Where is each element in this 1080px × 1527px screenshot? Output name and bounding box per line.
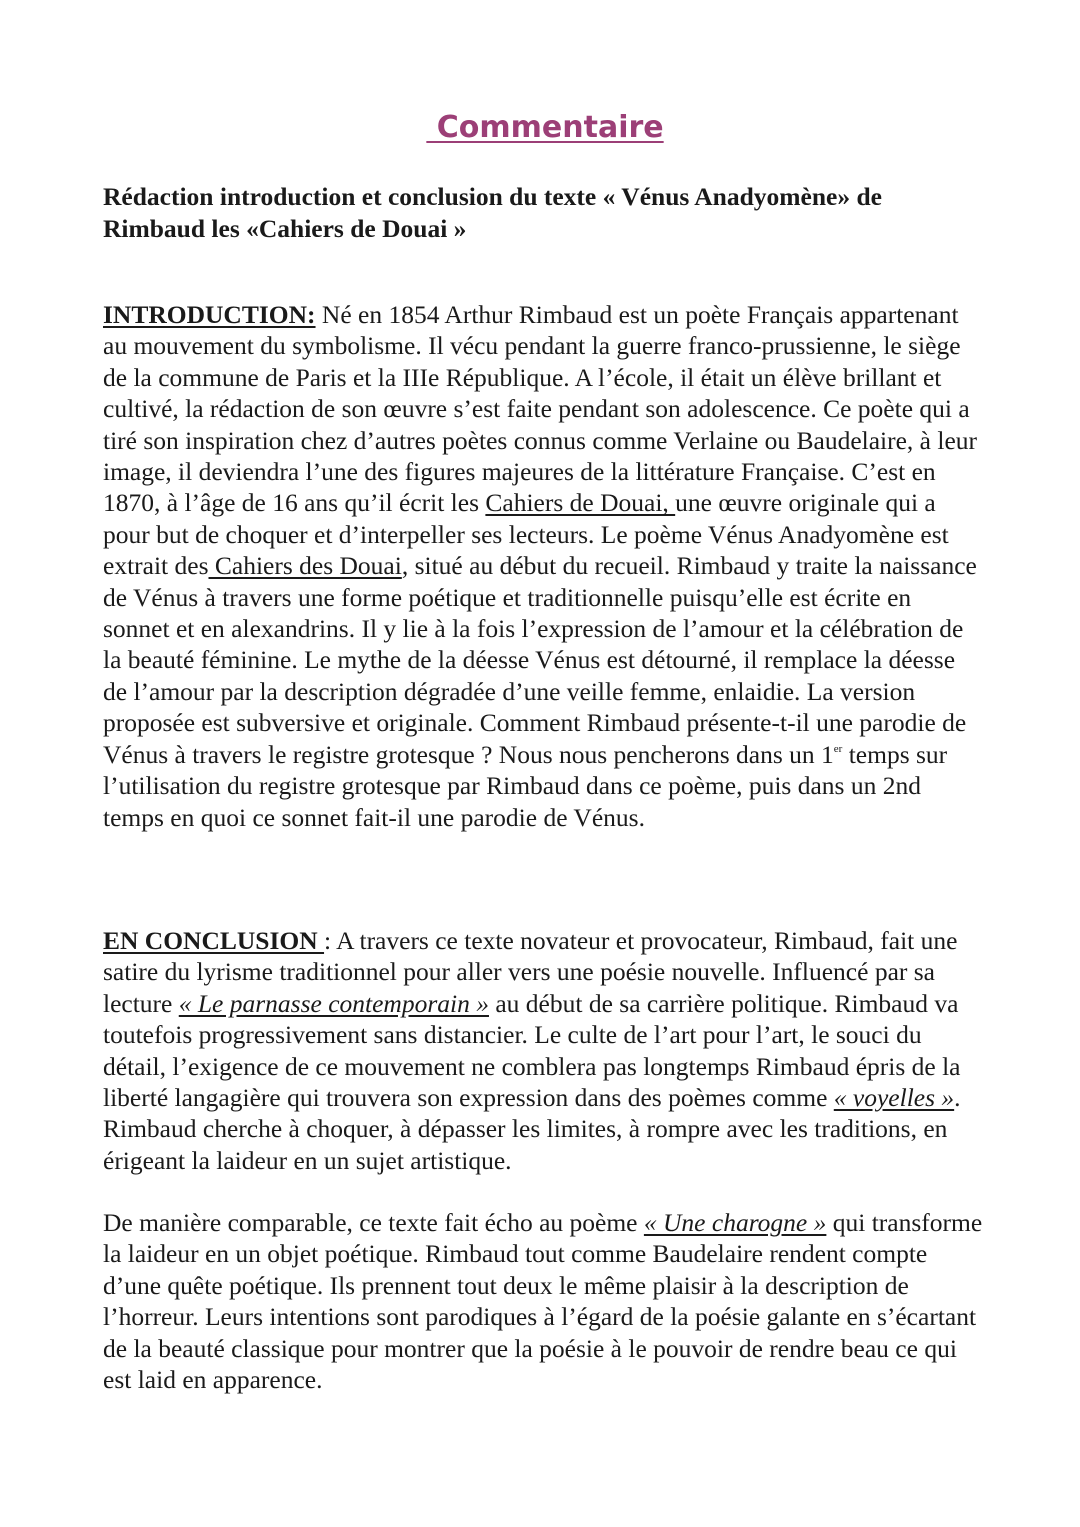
final-text: De manière comparable, ce texte fait écho au poème: [103, 1208, 644, 1237]
parnasse-reference: « Le parnasse contemporain »: [178, 988, 489, 1018]
final-paragraph: [103, 1207, 983, 1395]
introduction-paragraph: [103, 299, 983, 833]
introduction-text: Né en 1854 Arthur Rimbaud est un poète Français appartenant au mouvement du symbolisme. Il vécu pendant la guerre franco-prussienne, le siège de la commune de Paris et la IIIe République. A l’école, il était un élève brillant et cultivé, la rédaction de son œuvre s’est faite pendant son adolescence. Ce poète qui a tiré son inspiration chez d’autres poètes connus comme Verlaine ou Baudelaire, à leur image, il deviendra l’une des figures majeures de la littérature Française. C’est en 1870, à l’âge de 16 ans qu’il écrit les: [103, 300, 978, 518]
introduction-text: une œuvre originale qui a pour but de choquer et d’interpeller ses lecteurs. Le poème Vénus Anadyomène est extrait des: [103, 488, 949, 581]
voyelles-reference: « voyelles »: [833, 1083, 955, 1113]
introduction-text: , situé au début du recueil. Rimbaud y traite la naissance de Vénus à travers une forme poétique et traditionnelle puisqu’elle est écrite en sonnet et en alexandrins. Il y lie à la fois l’expression de l’amour et la célébration de la beauté féminine. Le mythe de la déesse Vénus est détourné, il remplace la déesse de l’amour par la description dégradée d’une veille femme, enlaidie. La version proposée est subversive et originale. Comment Rimbaud présente-t-il une parodie de Vénus à travers le registre grotesque ? Nous nous pencherons dans un 1: [103, 551, 977, 769]
page-title: Commentaire: [426, 110, 664, 145]
cahiers-des-douai-reference: Cahiers des Douai: [208, 551, 402, 581]
final-text: qui transforme la laideur en un objet poétique. Rimbaud tout comme Baudelaire rendent compte d’une quête poétique. Ils prennent tout deux le même plaisir à la description de l’horreur. Leurs intentions sont parodiques à l’égard de la poésie galante en s’écartant de la beauté classique pour montrer que la poésie à le pouvoir de rendre beau ce qui est laid en apparence.: [103, 1208, 983, 1395]
ordinal-superscript: er: [833, 742, 843, 755]
conclusion-paragraph: [103, 925, 983, 1176]
document-subtitle: Rédaction introduction et conclusion du texte « Vénus Anadyomène» de Rimbaud les «Cahiers de Douai »: [103, 182, 882, 243]
introduction-heading: INTRODUCTION:: [103, 300, 316, 329]
conclusion-text: au début de sa carrière politique. Rimbaud va toutefois progressivement sans distancier. Le culte de l’art pour l’art, le souci du détail, l’exigence de ce mouvement ne comblera pas longtemps Rimbaud épris de la liberté langagière qui trouvera son expression dans des poèmes comme: [103, 988, 961, 1113]
conclusion-text: : A travers ce texte novateur et provocateur, Rimbaud, fait une satire du lyrisme traditionnel pour aller vers une poésie nouvelle. Influencé par sa lecture: [103, 926, 958, 1018]
une-charogne-reference: « Une charogne »: [643, 1208, 827, 1237]
introduction-text: temps sur l’utilisation du registre grotesque par Rimbaud dans ce poème, puis dans un 2nd temps en quoi ce sonnet fait-il une parodie de Vénus.: [103, 739, 948, 832]
cahiers-de-douai-reference: Cahiers de Douai,: [485, 488, 676, 518]
conclusion-heading: EN CONCLUSION: [103, 926, 325, 955]
conclusion-text: . Rimbaud cherche à choquer, à dépasser les limites, à rompre avec les traditions, en érigeant la laideur en un sujet artistique.: [103, 1083, 961, 1175]
